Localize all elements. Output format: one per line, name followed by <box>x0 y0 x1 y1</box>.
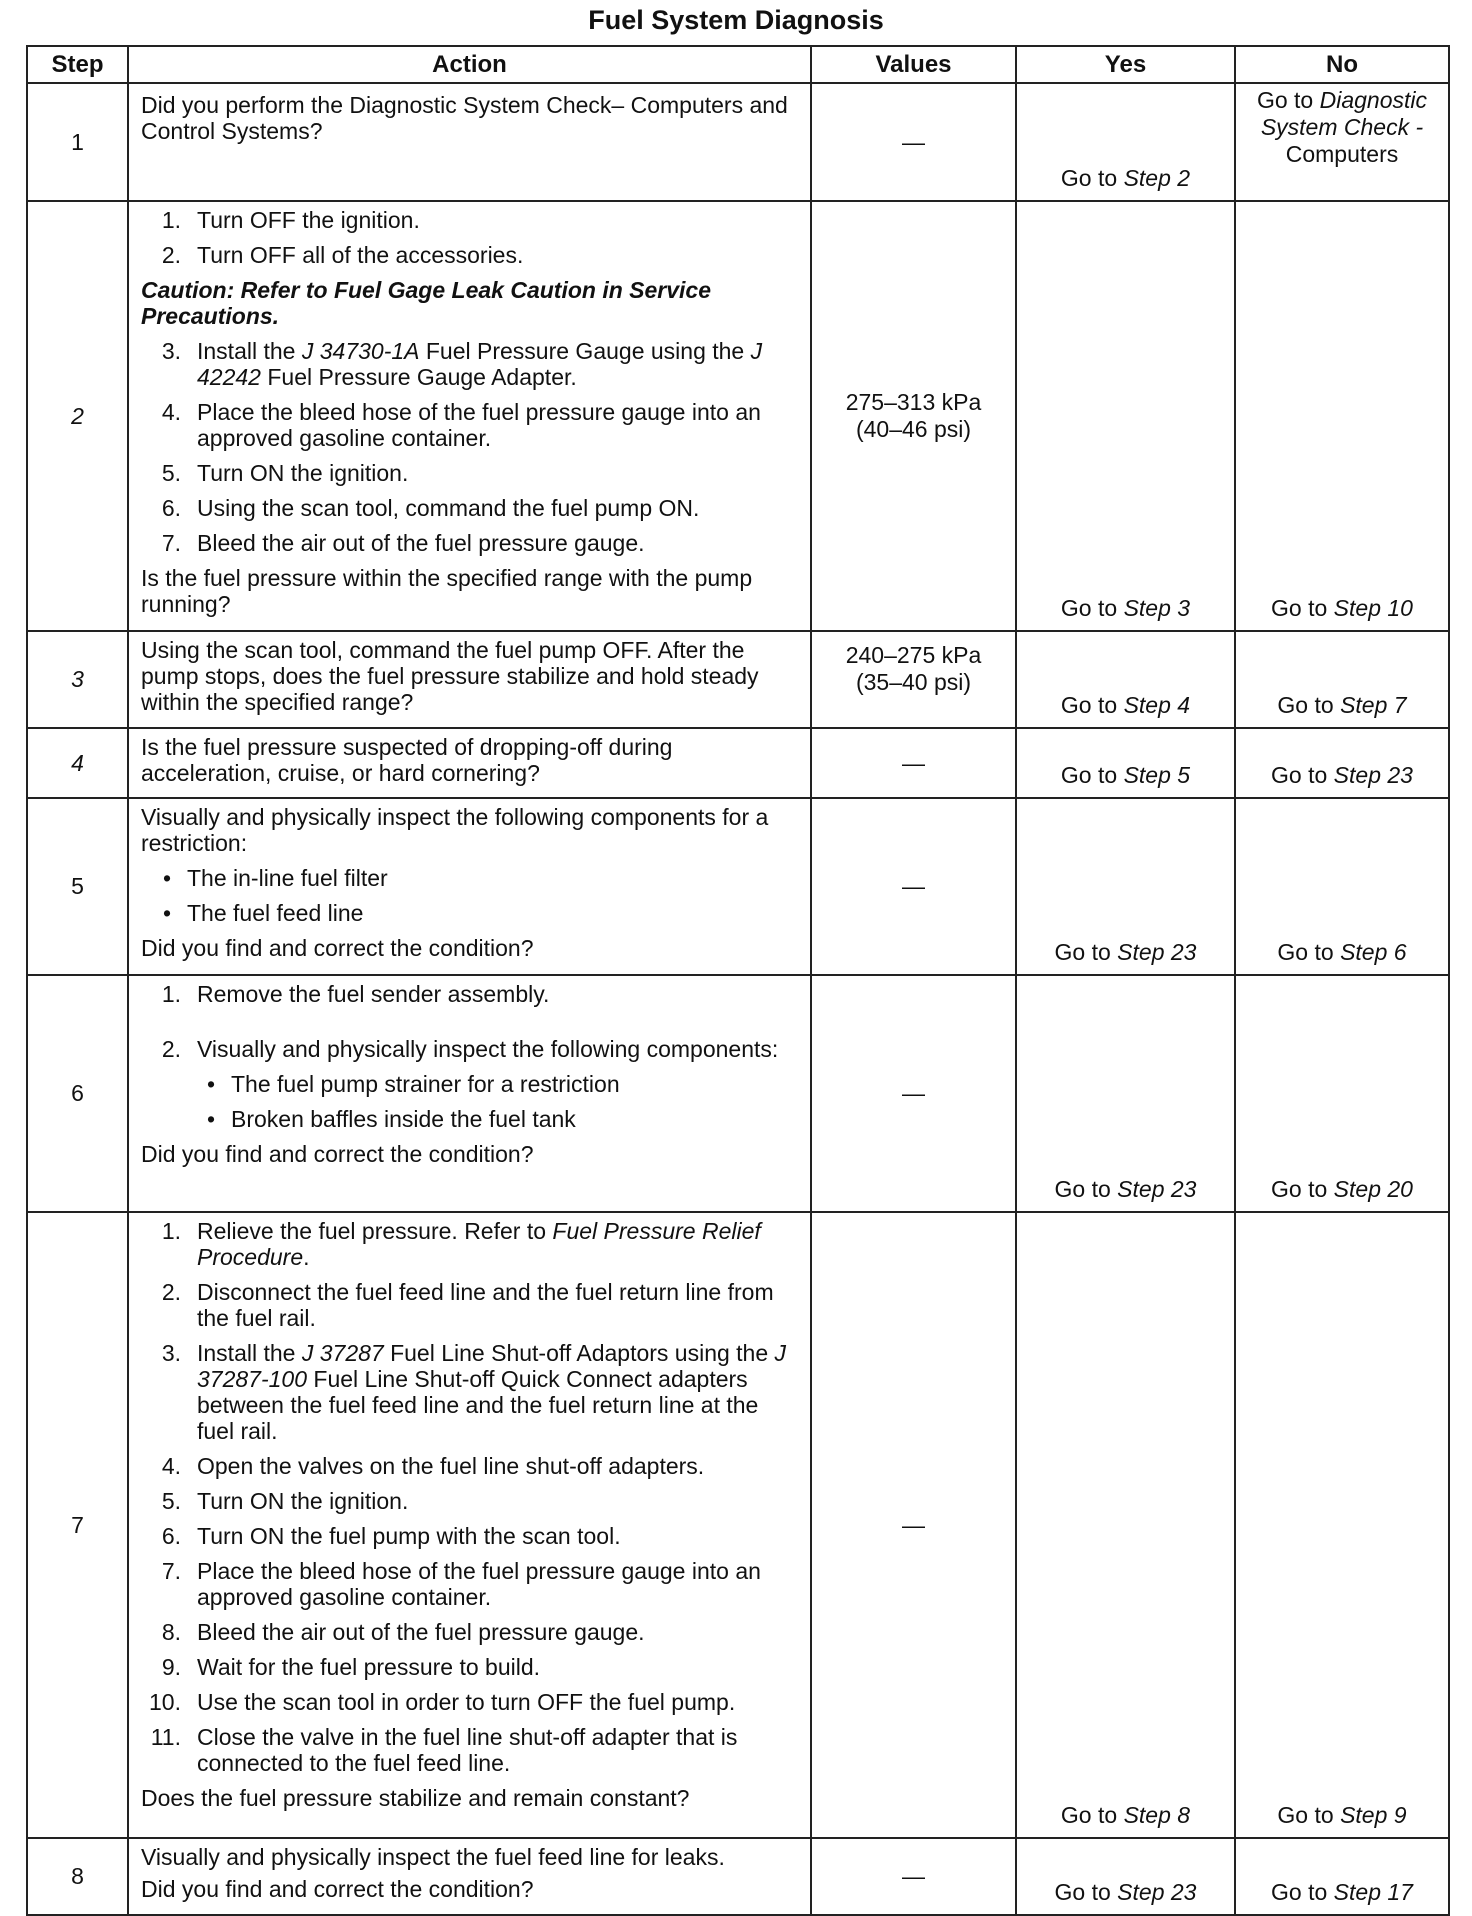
go-to-label: Go to <box>1054 1176 1111 1202</box>
table-row <box>27 631 1449 728</box>
list-item: 1. Relieve the fuel pressure. Refer to Fuel Pressure Relief Procedure. <box>161 1218 761 1270</box>
item-text: Disconnect the fuel feed line and the fuel return line from the fuel rail. <box>197 1279 774 1331</box>
yes-cell <box>1016 1838 1235 1915</box>
action-cell <box>128 631 811 728</box>
no-cell <box>1235 631 1449 728</box>
step-link[interactable] <box>1124 762 1191 788</box>
step-link[interactable] <box>1340 939 1407 965</box>
step-number: 2 <box>27 201 128 631</box>
list-item: 4. Open the valves on the fuel line shut-off adapters. <box>161 1453 705 1479</box>
no-cell <box>1235 728 1449 798</box>
yes-cell <box>1016 728 1235 798</box>
go-to-label: Go to <box>1060 165 1118 191</box>
step-word: Step <box>1123 762 1171 788</box>
step-link[interactable] <box>1340 692 1407 718</box>
bullet-text: The fuel feed line <box>187 900 364 926</box>
diagnostic-system-check-link[interactable]: Diagnostic System Check - <box>1260 87 1428 140</box>
values-cell <box>811 631 1016 728</box>
step-number: 1 <box>27 83 128 201</box>
action-cell <box>128 83 811 201</box>
question-text: Did you find and correct the condition? <box>141 935 534 961</box>
values-cell: — <box>811 728 1016 798</box>
action-cell <box>128 1212 811 1838</box>
yes-cell <box>1016 201 1235 631</box>
bullet-item: • The in-line fuel filter <box>163 865 388 891</box>
go-to-label: Go to <box>1271 1176 1328 1202</box>
list-item: 3. Install the J 37287 Fuel Line Shut-off Adaptors using the J 37287-100 Fuel Line Shut-off Quick Connect adapters between the fuel feed line and the fuel return line at the fuel rail. <box>161 1340 787 1444</box>
item-text: Close the valve in the fuel line shut-off adapter that is connected to the fuel feed line. <box>197 1724 738 1776</box>
list-item: 10. Use the scan tool in order to turn OFF the fuel pump. <box>149 1689 736 1715</box>
target-step: 17 <box>1387 1879 1413 1905</box>
values-cell: — <box>811 975 1016 1212</box>
step-link[interactable] <box>1334 1176 1413 1202</box>
step-link[interactable] <box>1340 1802 1407 1828</box>
value-psi: (40–46 psi) <box>855 416 972 442</box>
tool-number: J 37287 <box>301 1340 384 1366</box>
go-to-label: Go to <box>1060 595 1118 621</box>
step-link[interactable] <box>1124 692 1191 718</box>
action-cell <box>128 728 811 798</box>
table-row <box>27 1212 1449 1838</box>
target-step: 7 <box>1393 692 1407 718</box>
step-word: Step <box>1340 939 1388 965</box>
step-link[interactable] <box>1117 1176 1196 1202</box>
target-step: 23 <box>1387 762 1413 788</box>
target-step: 9 <box>1393 1802 1407 1828</box>
step-number: 8 <box>27 1838 128 1915</box>
step-word: Step <box>1117 1879 1165 1905</box>
value-kpa: 275–313 kPa <box>845 389 982 415</box>
tool-number: J 42242 <box>197 338 763 390</box>
list-item: 6. Turn ON the fuel pump with the scan tool. <box>161 1523 621 1549</box>
item-text: Install the <box>197 1340 296 1366</box>
go-to-label: Go to <box>1277 939 1334 965</box>
table-row <box>27 975 1449 1212</box>
table-row <box>27 1838 1449 1915</box>
item-text: Place the bleed hose of the fuel pressure gauge into an approved gasoline container. <box>197 1558 761 1610</box>
intro-text: Visually and physically inspect the following components for a restriction: <box>141 804 769 856</box>
bullet-item: • Broken baffles inside the fuel tank <box>207 1106 576 1132</box>
item-text: Remove the fuel sender assembly. <box>197 981 550 1007</box>
step-word: Step <box>1333 762 1381 788</box>
target-step: 4 <box>1177 692 1191 718</box>
action-cell <box>128 798 811 975</box>
action-cell <box>128 201 811 631</box>
header-row <box>27 46 1449 83</box>
item-text: Install the <box>197 338 296 364</box>
list-item: 8. Bleed the air out of the fuel pressure gauge. <box>161 1619 645 1645</box>
step-word: Step <box>1123 595 1171 621</box>
table-row <box>27 83 1449 201</box>
step-word: Step <box>1340 692 1388 718</box>
action-cell <box>128 975 811 1212</box>
list-item: 2. Visually and physically inspect the following components: <box>161 1036 779 1062</box>
go-to-label: Go to <box>1271 762 1328 788</box>
list-item: 7. Place the bleed hose of the fuel pressure gauge into an approved gasoline container. <box>161 1558 761 1610</box>
target-step: 3 <box>1177 595 1191 621</box>
table-row <box>27 798 1449 975</box>
go-to-label: Go to <box>1277 1802 1334 1828</box>
computers-label: Computers <box>1285 141 1399 167</box>
item-text: Place the bleed hose of the fuel pressure gauge into an approved gasoline container. <box>197 399 761 451</box>
step-word: Step <box>1123 165 1171 191</box>
step-number: 3 <box>27 631 128 728</box>
step-word: Step <box>1340 1802 1388 1828</box>
procedure-reference[interactable]: Fuel Pressure Relief Procedure <box>197 1218 761 1270</box>
step-word: Step <box>1117 1176 1165 1202</box>
list-item: 7. Bleed the air out of the fuel pressure gauge. <box>161 530 645 556</box>
no-cell <box>1235 975 1449 1212</box>
item-text: Turn OFF all of the accessories. <box>197 242 524 268</box>
col-header-values: Values <box>811 46 1016 83</box>
step-link[interactable] <box>1124 1802 1191 1828</box>
item-text: Turn ON the ignition. <box>197 460 409 486</box>
item-text: Turn OFF the ignition. <box>197 207 420 233</box>
target-step: 20 <box>1387 1176 1413 1202</box>
item-text: Using the scan tool, command the fuel pump ON. <box>197 495 700 521</box>
tool-number: J 37287-100 <box>197 1340 787 1392</box>
item-text: Fuel Pressure Gauge using the <box>425 338 745 364</box>
go-to-label: Go to <box>1277 692 1334 718</box>
question-text: Is the fuel pressure within the specified range with the pump running? <box>141 565 753 617</box>
yes-cell <box>1016 798 1235 975</box>
step-link[interactable] <box>1117 1879 1196 1905</box>
table-row <box>27 201 1449 631</box>
no-cell <box>1235 1212 1449 1838</box>
action-text: Using the scan tool, command the fuel pump OFF. After the pump stops, does the fuel pressure stabilize and hold steady within the specified range? <box>141 637 759 715</box>
no-cell <box>1235 83 1449 201</box>
target-step: 23 <box>1170 1176 1197 1202</box>
list-item: 1. Remove the fuel sender assembly. <box>161 981 550 1007</box>
go-to-label: Go to <box>1256 87 1314 113</box>
values-cell <box>811 201 1016 631</box>
step-link[interactable] <box>1117 939 1196 965</box>
list-item: 1. Turn OFF the ignition. <box>161 207 420 233</box>
values-cell: — <box>811 1212 1016 1838</box>
go-to-label: Go to <box>1060 762 1118 788</box>
list-item: 4. Place the bleed hose of the fuel pressure gauge into an approved gasoline container. <box>161 399 761 451</box>
action-text: Did you perform the Diagnostic System Check– Computers and Control Systems? <box>141 92 788 144</box>
item-text: Bleed the air out of the fuel pressure gauge. <box>197 530 645 556</box>
bullet-text: Broken baffles inside the fuel tank <box>231 1106 576 1132</box>
step-word: Step <box>1123 692 1171 718</box>
diagnosis-table <box>26 45 1450 1916</box>
list-item: 2. Turn OFF all of the accessories. <box>161 242 524 268</box>
question-text: Did you find and correct the condition? <box>141 1876 534 1902</box>
step-number: 5 <box>27 798 128 975</box>
bullet-item: • The fuel pump strainer for a restriction <box>207 1071 620 1097</box>
list-item: 6. Using the scan tool, command the fuel pump ON. <box>161 495 700 521</box>
go-to-label: Go to <box>1054 939 1111 965</box>
bullet-text: The in-line fuel filter <box>187 865 388 891</box>
table-row <box>27 728 1449 798</box>
action-text: Is the fuel pressure suspected of dropping-off during acceleration, cruise, or hard cornering? <box>141 734 673 786</box>
target-step: 8 <box>1177 1802 1191 1828</box>
step-word: Step <box>1333 595 1381 621</box>
yes-cell <box>1016 1212 1235 1838</box>
action-text: Visually and physically inspect the fuel feed line for leaks. <box>141 1844 725 1870</box>
list-item: 2. Disconnect the fuel feed line and the fuel return line from the fuel rail. <box>161 1279 774 1331</box>
yes-cell <box>1016 631 1235 728</box>
list-item: 5. Turn ON the ignition. <box>161 1488 409 1514</box>
item-text: Bleed the air out of the fuel pressure gauge. <box>197 1619 645 1645</box>
value-kpa: 240–275 kPa <box>845 642 982 668</box>
values-cell: — <box>811 1838 1016 1915</box>
step-link[interactable] <box>1334 762 1413 788</box>
target-step: 23 <box>1170 939 1197 965</box>
step-link[interactable] <box>1124 165 1191 191</box>
values-cell: — <box>811 83 1016 201</box>
target-step: 10 <box>1387 595 1413 621</box>
list-item: 11. Close the valve in the fuel line shut-off adapter that is connected to the fuel feed line. <box>150 1724 738 1776</box>
col-header-step: Step <box>27 46 128 83</box>
list-item: 5. Turn ON the ignition. <box>161 460 409 486</box>
item-text: Wait for the fuel pressure to build. <box>197 1654 541 1680</box>
go-to-label: Go to <box>1060 1802 1118 1828</box>
bullet-text: The fuel pump strainer for a restriction <box>231 1071 620 1097</box>
target-step: 2 <box>1177 165 1191 191</box>
item-text: Fuel Line Shut-off Quick Connect adapters between the fuel feed line and the fuel return line at the fuel rail. <box>197 1366 759 1444</box>
item-text: Fuel Pressure Gauge Adapter. <box>267 364 577 390</box>
target-step: 23 <box>1170 1879 1197 1905</box>
col-header-action: Action <box>128 46 811 83</box>
item-text: Use the scan tool in order to turn OFF the fuel pump. <box>197 1689 736 1715</box>
list-item: 9. Wait for the fuel pressure to build. <box>161 1654 541 1680</box>
col-header-no: No <box>1235 46 1449 83</box>
question-text: Does the fuel pressure stabilize and remain constant? <box>141 1785 690 1811</box>
step-word: Step <box>1333 1176 1381 1202</box>
item-text: Open the valves on the fuel line shut-off adapters. <box>197 1453 705 1479</box>
no-cell <box>1235 1838 1449 1915</box>
step-link[interactable] <box>1124 595 1191 621</box>
go-to-label: Go to <box>1271 595 1328 621</box>
go-to-label: Go to <box>1054 1879 1111 1905</box>
target-step: 6 <box>1393 939 1407 965</box>
item-text: Relieve the fuel pressure. Refer to <box>197 1218 547 1244</box>
list-item: 3. Install the J 34730-1A Fuel Pressure Gauge using the J 42242 Fuel Pressure Gauge Adapter. <box>161 338 763 390</box>
page-title: Fuel System Diagnosis <box>588 5 884 35</box>
step-link[interactable] <box>1334 1879 1413 1905</box>
item-text: Turn ON the fuel pump with the scan tool. <box>197 1523 621 1549</box>
step-number: 7 <box>27 1212 128 1838</box>
item-text: . <box>303 1244 310 1270</box>
action-cell <box>128 1838 811 1915</box>
col-header-yes: Yes <box>1016 46 1235 83</box>
no-cell <box>1235 798 1449 975</box>
item-text: Fuel Line Shut-off Adaptors using the <box>390 1340 769 1366</box>
target-step: 5 <box>1177 762 1191 788</box>
step-word: Step <box>1117 939 1165 965</box>
step-link[interactable] <box>1334 595 1413 621</box>
caution-note: Caution: Refer to Fuel Gage Leak Caution in Service Precautions. <box>141 277 712 329</box>
tool-number: J 34730-1A <box>301 338 420 364</box>
item-text: Turn ON the ignition. <box>197 1488 409 1514</box>
yes-cell <box>1016 83 1235 201</box>
step-number: 4 <box>27 728 128 798</box>
item-text: Visually and physically inspect the following components: <box>197 1036 779 1062</box>
step-word: Step <box>1123 1802 1171 1828</box>
bullet-item: • The fuel feed line <box>163 900 364 926</box>
yes-cell <box>1016 975 1235 1212</box>
question-text: Did you find and correct the condition? <box>141 1141 534 1167</box>
value-psi: (35–40 psi) <box>855 669 972 695</box>
step-number: 6 <box>27 975 128 1212</box>
go-to-label: Go to <box>1271 1879 1328 1905</box>
no-cell <box>1235 201 1449 631</box>
step-word: Step <box>1333 1879 1381 1905</box>
go-to-label: Go to <box>1060 692 1118 718</box>
values-cell: — <box>811 798 1016 975</box>
